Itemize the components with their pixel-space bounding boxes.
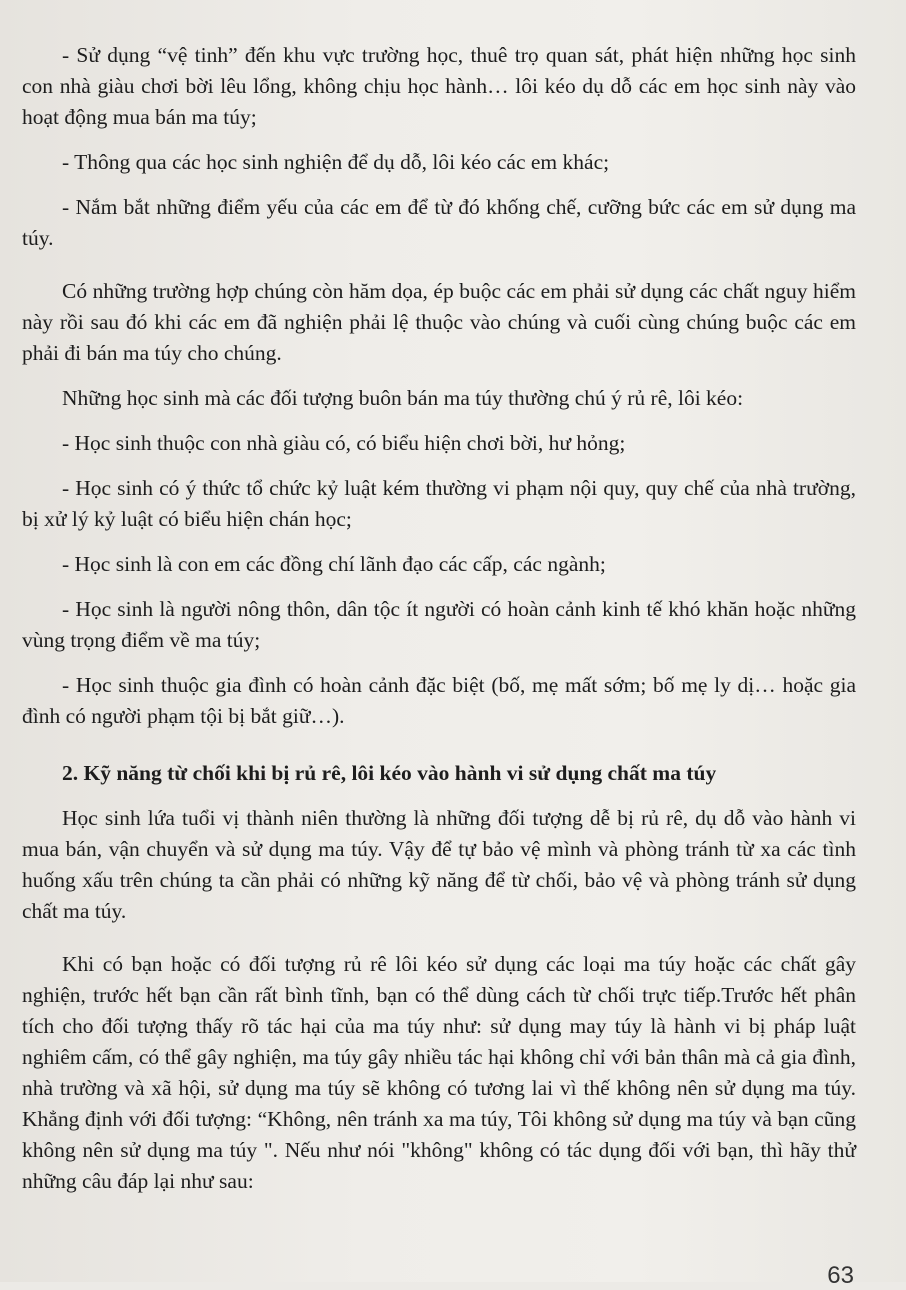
list-item: - Học sinh là con em các đồng chí lãnh đạo các cấp, các ngành;	[62, 552, 606, 576]
paragraph: Học sinh lứa tuổi vị thành niên thường là những đối tượng dễ bị rủ rê, dụ dỗ vào hành vi mua bán, vận chuyển và sử dụng ma túy. Vậy để tự bảo vệ mình và phòng tránh từ xa các tình huống xấu trên chúng ta cần phải có những kỹ năng để từ chối, bảo vệ và phòng tránh sử dụng chất ma túy.	[22, 806, 856, 923]
paragraph: Khi có bạn hoặc có đối tượng rủ rê lôi kéo sử dụng các loại ma túy hoặc các chất gây nghiện, trước hết bạn cần rất bình tĩnh, bạn có thể dùng cách từ chối trực tiếp.Trước hết phân tích cho đối tượng thấy rõ tác hại của ma túy như: sử dụng may túy là hành vi bị pháp luật nghiêm cấm, có thể gây nghiện, ma túy gây nhiều tác hại không chỉ với bản thân mà cả gia đình, nhà trường và xã hội, sử dụng ma túy sẽ không có tương lai vì thế không nên sử dụng ma túy. Khẳng định với đối tượng: “Không, nên tránh xa ma túy, Tôi không sử dụng ma túy và bạn cũng không nên sử dụng ma túy ". Nếu như nói "không" không có tác dụng đối với bạn, thì hãy thử những câu đáp lại như sau:	[22, 952, 856, 1193]
page-body	[22, 40, 856, 1197]
list-item: - Học sinh thuộc gia đình có hoàn cảnh đặc biệt (bố, mẹ mất sớm; bố mẹ ly dị… hoặc gia đình có người phạm tội bị bắt giữ…).	[22, 673, 856, 728]
section-heading: 2. Kỹ năng từ chối khi bị rủ rê, lôi kéo vào hành vi sử dụng chất ma túy	[62, 761, 717, 785]
paragraph: - Thông qua các học sinh nghiện để dụ dỗ, lôi kéo các em khác;	[62, 150, 610, 174]
paragraph: Những học sinh mà các đối tượng buôn bán ma túy thường chú ý rủ rê, lôi kéo:	[62, 386, 744, 410]
paragraph: - Nắm bắt những điểm yếu của các em để từ đó khống chế, cưỡng bức các em sử dụng ma túy.	[22, 195, 856, 250]
page-number: 63	[827, 1262, 854, 1289]
list-item: - Học sinh thuộc con nhà giàu có, có biểu hiện chơi bời, hư hỏng;	[62, 431, 626, 455]
list-item: - Học sinh là người nông thôn, dân tộc ít người có hoàn cảnh kinh tế khó khăn hoặc những vùng trọng điểm về ma túy;	[22, 597, 856, 652]
list-item: - Học sinh có ý thức tổ chức kỷ luật kém thường vi phạm nội quy, quy chế của nhà trường, bị xử lý kỷ luật có biểu hiện chán học;	[22, 476, 856, 531]
paragraph: Có những trường hợp chúng còn hăm dọa, ép buộc các em phải sử dụng các chất nguy hiểm này rồi sau đó khi các em đã nghiện phải lệ thuộc vào chúng và cuối cùng chúng buộc các em phải đi bán ma túy cho chúng.	[22, 279, 856, 365]
paragraph: - Sử dụng “vệ tinh” đến khu vực trường học, thuê trọ quan sát, phát hiện những học sinh con nhà giàu chơi bời lêu lổng, không chịu học hành… lôi kéo dụ dỗ các em học sinh này vào hoạt động mua bán ma túy;	[22, 43, 856, 129]
